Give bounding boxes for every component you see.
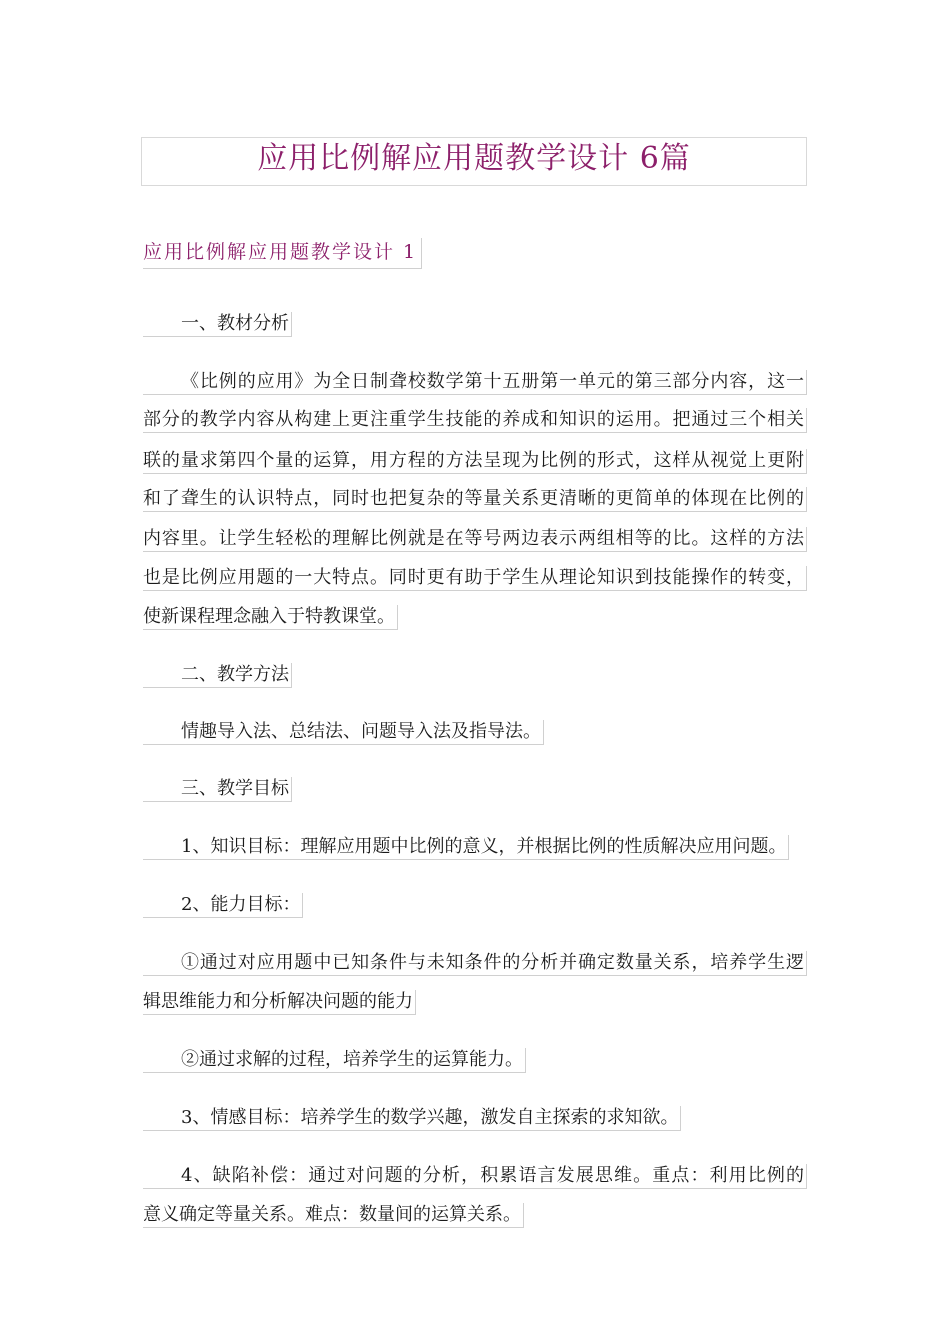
heading-textbook-analysis: 一、教材分析 bbox=[143, 312, 292, 337]
paragraph-line: ②通过求解的过程，培养学生的运算能力。 bbox=[143, 1048, 526, 1073]
paragraph-line: 1、知识目标：理解应用题中比例的意义，并根据比例的性质解决应用问题。 bbox=[143, 835, 789, 860]
paragraph-line: 使新课程理念融入于特教课堂。 bbox=[143, 605, 398, 630]
paragraph-line: 意义确定等量关系。难点：数量间的运算关系。 bbox=[143, 1203, 524, 1228]
paragraph-line: 和了聋生的认识特点，同时也把复杂的等量关系更清晰的更简单的体现在比例的 bbox=[143, 487, 807, 512]
paragraph-line: 内容里。让学生轻松的理解比例就是在等号两边表示两组相等的比。这样的方法 bbox=[143, 527, 807, 552]
paragraph-line: 2、能力目标： bbox=[143, 893, 303, 918]
heading-teaching-method: 二、教学方法 bbox=[143, 663, 292, 688]
paragraph-line: 也是比例应用题的一大特点。同时更有助于学生从理论知识到技能操作的转变， bbox=[143, 566, 807, 591]
paragraph-line: 部分的教学内容从构建上更注重学生技能的养成和知识的运用。把通过三个相关 bbox=[143, 408, 807, 433]
paragraph-line: 4、缺陷补偿：通过对问题的分析，积累语言发展思维。重点：利用比例的 bbox=[143, 1164, 807, 1189]
section-heading: 应用比例解应用题教学设计 1 bbox=[143, 238, 422, 269]
paragraph-line: 3、情感目标：培养学生的数学兴趣，激发自主探索的求知欲。 bbox=[143, 1106, 681, 1131]
document-title: 应用比例解应用题教学设计 6篇 bbox=[141, 137, 807, 186]
paragraph-line: ①通过对应用题中已知条件与未知条件的分析并确定数量关系，培养学生逻 bbox=[143, 951, 807, 976]
paragraph-line: 联的量求第四个量的运算，用方程的方法呈现为比例的形式，这样从视觉上更附 bbox=[143, 449, 807, 474]
paragraph-line: 辑思维能力和分析解决问题的能力 bbox=[143, 990, 416, 1015]
paragraph-line: 情趣导入法、总结法、问题导入法及指导法。 bbox=[143, 720, 544, 745]
paragraph-line: 《比例的应用》为全日制聋校数学第十五册第一单元的第三部分内容，这一 bbox=[143, 370, 807, 395]
heading-teaching-goals: 三、教学目标 bbox=[143, 777, 292, 802]
